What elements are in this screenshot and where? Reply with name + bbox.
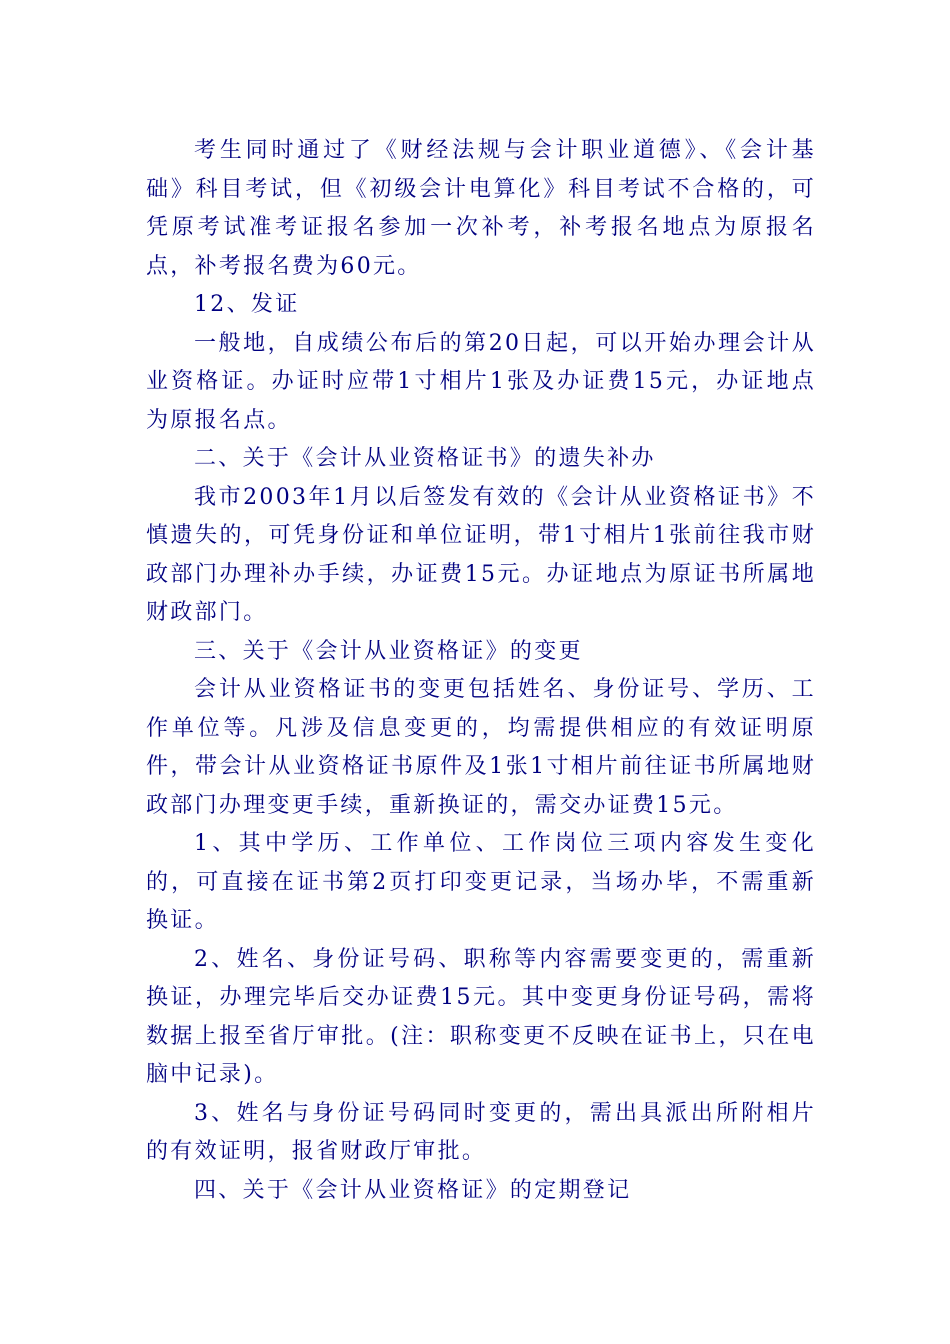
paragraph-makeup-exam: 考生同时通过了《财经法规与会计职业道德》、《会计基础》科目考试，但《初级会计电算化》科目考试不合格的，可凭原考试准考证报名参加一次补考，补考报名地点为原报名点，补考报名费为60元。	[146, 138, 816, 279]
paragraph-change-item-2: 2、姓名、身份证号码、职称等内容需要变更的，需重新换证，办理完毕后交办证费15元。其中变更身份证号码，需将数据上报至省厅审批。(注：职称变更不反映在证书上，只在电脑中记录)。	[146, 946, 816, 1087]
heading-lost-replacement: 二、关于《会计从业资格证书》的遗失补办	[194, 446, 656, 471]
heading-issue-certificate: 12、发证	[194, 292, 300, 317]
paragraph-change-item-1: 1、其中学历、工作单位、工作岗位三项内容发生变化的，可直接在证书第2页打印变更记录，当场办毕，不需重新换证。	[146, 831, 816, 933]
heading-periodic-registration: 四、关于《会计从业资格证》的定期登记	[194, 1177, 632, 1203]
paragraph-lost-replacement: 我市2003年1月以后签发有效的《会计从业资格证书》不慎遗失的，可凭身份证和单位证明，带1寸相片1张前往我市财政部门办理补办手续，办证费15元。办证地点为原证书所属地财政部门。	[146, 484, 816, 625]
paragraph-certificate-change: 会计从业资格证书的变更包括姓名、身份证号、学历、工作单位等。凡涉及信息变更的，均需提供相应的有效证明原件，带会计从业资格证书原件及1张1寸相片前往证书所属地财政部门办理变更手续，重新换证的，需交办证费15元。	[146, 677, 816, 818]
paragraph-issue-certificate: 一般地，自成绩公布后的第20日起，可以开始办理会计从业资格证。办证时应带1寸相片1张及办证费15元，办证地点为原报名点。	[146, 330, 816, 433]
document-body	[146, 132, 816, 1210]
heading-certificate-change: 三、关于《会计从业资格证》的变更	[194, 638, 583, 664]
paragraph-change-item-3: 3、姓名与身份证号码同时变更的，需出具派出所附相片的有效证明，报省财政厅审批。	[146, 1100, 816, 1164]
